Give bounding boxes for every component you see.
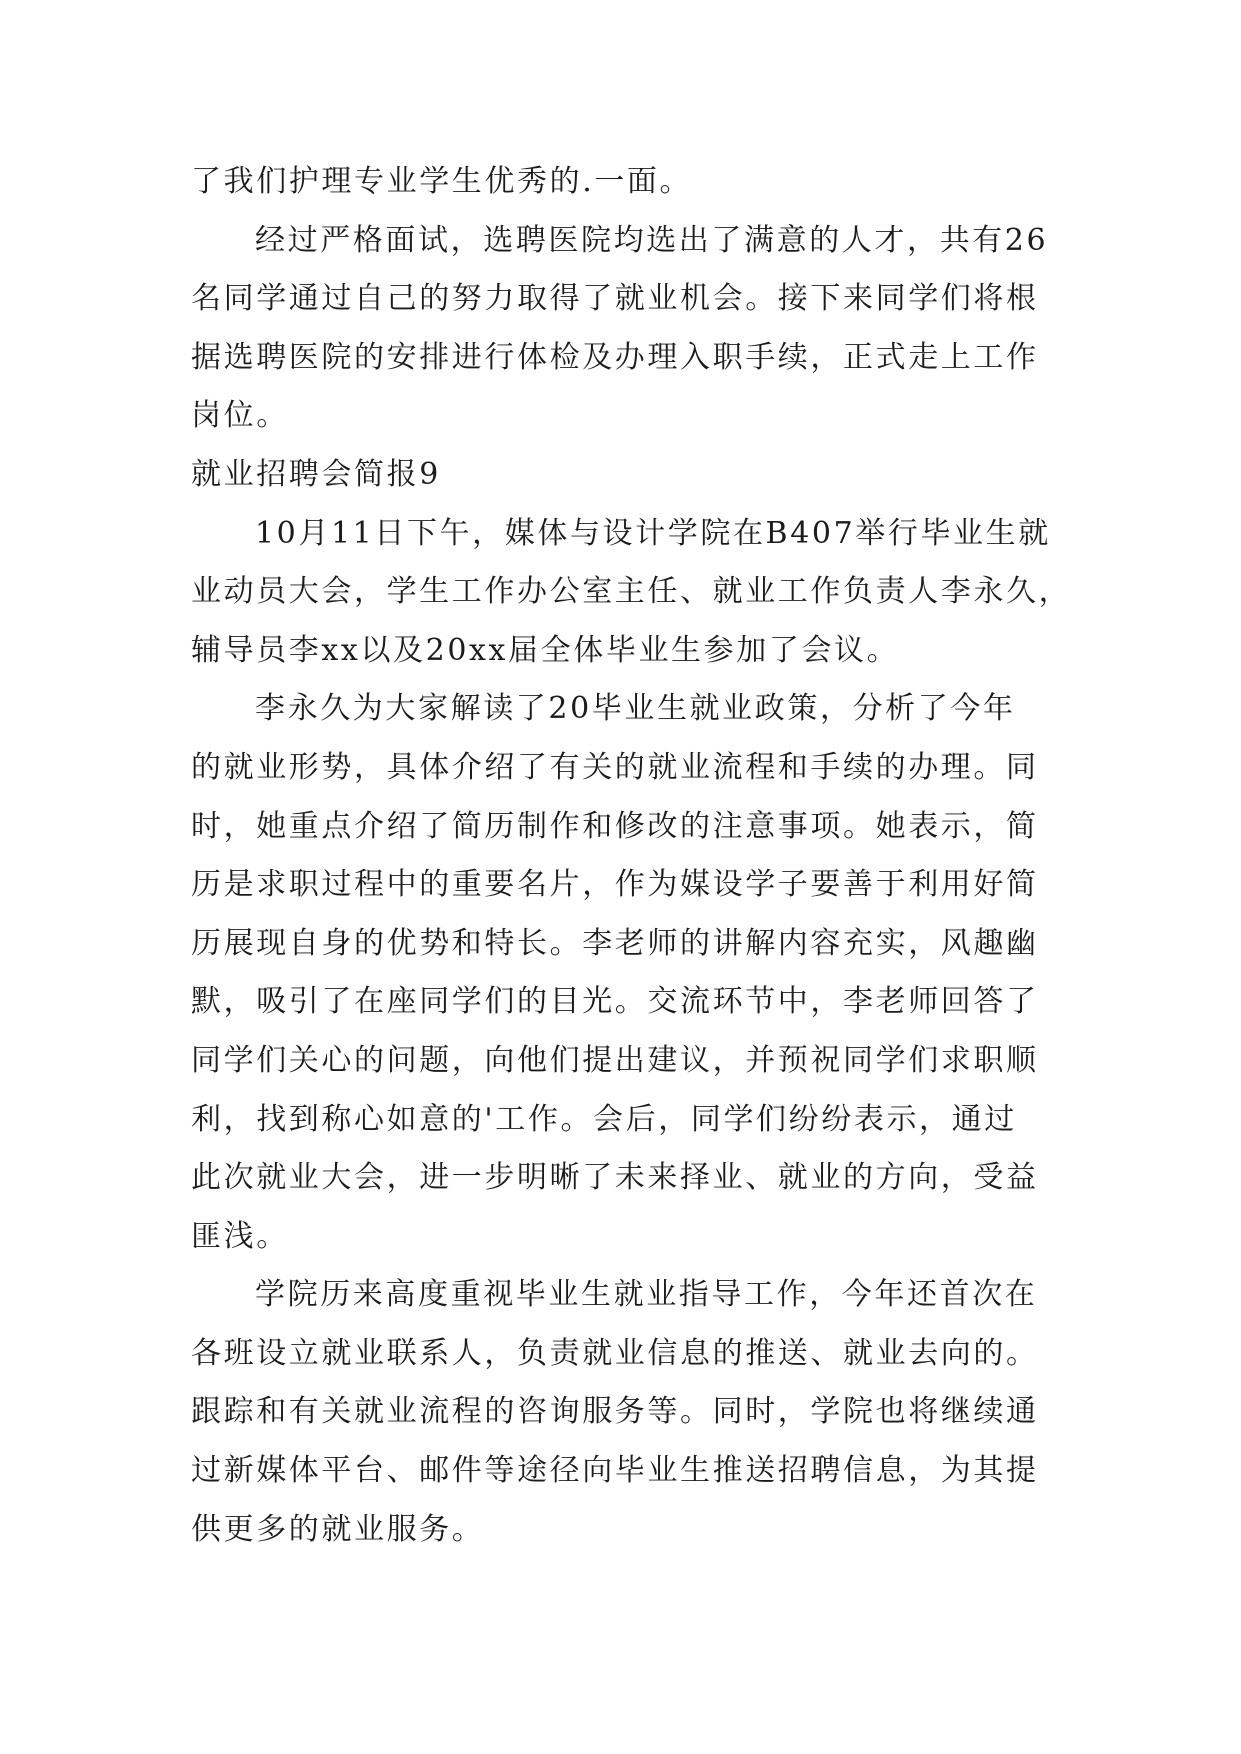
text-line: 各班设立就业联系人，负责就业信息的推送、就业去向的。 xyxy=(191,1335,1039,1371)
paragraph-start-line: 10月11日下午，媒体与设计学院在B407举行毕业生就 xyxy=(255,515,1051,551)
text-line: 同学们关心的问题，向他们提出建议，并预祝同学们求职顺 xyxy=(191,1042,1039,1078)
paragraph-start-line: 李永久为大家解读了20毕业生就业政策，分析了今年 xyxy=(255,691,1016,727)
section-heading: 就业招聘会简报9 xyxy=(191,456,441,492)
text-line: 岗位。 xyxy=(191,398,289,434)
text-line: 业动员大会，学生工作办公室主任、就业工作负责人李永久， xyxy=(191,574,1072,610)
text-line: 时，她重点介绍了简历制作和修改的注意事项。她表示，简 xyxy=(191,808,1039,844)
text-line: 的就业形势，具体介绍了有关的就业流程和手续的办理。同 xyxy=(191,749,1039,785)
paragraph-start-line: 学院历来高度重视毕业生就业指导工作，今年还首次在 xyxy=(255,1277,1038,1313)
text-line: 利，找到称心如意的'工作。会后，同学们纷纷表示，通过 xyxy=(191,1101,1017,1137)
text-line: 供更多的就业服务。 xyxy=(191,1511,485,1547)
text-line: 跟踪和有关就业流程的咨询服务等。同时，学院也将继续通 xyxy=(191,1394,1039,1430)
text-line: 历展现自身的优势和特长。李老师的讲解内容充实，风趣幽 xyxy=(191,925,1039,961)
text-line: 据选聘医院的安排进行体检及办理入职手续，正式走上工作 xyxy=(191,339,1039,375)
text-line: 辅导员李xx以及20xx届全体毕业生参加了会议。 xyxy=(191,632,900,668)
text-line: 匪浅。 xyxy=(191,1218,289,1254)
text-line: 此次就业大会，进一步明晰了未来择业、就业的方向，受益 xyxy=(191,1160,1039,1196)
text-line: 名同学通过自己的努力取得了就业机会。接下来同学们将根 xyxy=(191,281,1039,317)
document-body xyxy=(191,153,1071,1559)
text-line: 默，吸引了在座同学们的目光。交流环节中，李老师回答了 xyxy=(191,984,1039,1020)
text-line: 历是求职过程中的重要名片，作为媒设学子要善于利用好简 xyxy=(191,867,1039,903)
paragraph-start-line: 经过严格面试，选聘医院均选出了满意的人才，共有26 xyxy=(255,222,1049,258)
text-line: 过新媒体平台、邮件等途径向毕业生推送招聘信息，为其提 xyxy=(191,1453,1039,1489)
text-line: 了我们护理专业学生优秀的.一面。 xyxy=(191,164,693,199)
